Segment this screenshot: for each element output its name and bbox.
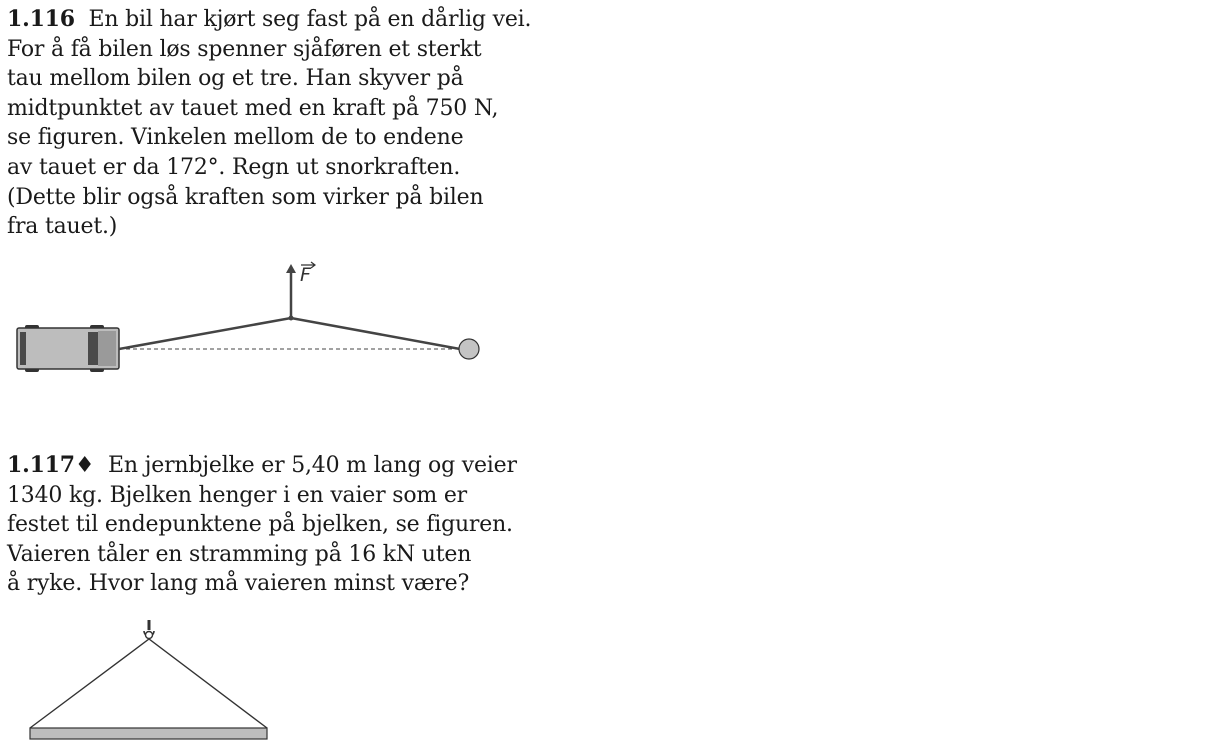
problem-line: midtpunktet av tauet med en kraft på 750 N,: [7, 95, 499, 121]
rope-line: [119, 318, 460, 349]
problem-1117-text: [7, 451, 517, 599]
problem-line: 1340 kg. Bjelken henger i en vaier som er: [7, 482, 467, 508]
problem-line: tau mellom bilen og et tre. Han skyver på: [7, 66, 464, 92]
force-label: F: [300, 264, 311, 286]
problem-number: 1.116: [7, 6, 75, 32]
problem-line: festet til endepunktene på bjelken, se figuren.: [7, 512, 513, 538]
wire-line: [30, 639, 267, 728]
tree-icon: [459, 339, 479, 359]
problem-line: For å få bilen løs spenner sjåføren et sterkt: [7, 36, 482, 62]
problem-line: fra tauet.): [7, 214, 118, 240]
hanging-beam-figure: [20, 615, 280, 745]
problem-1116-text: [7, 5, 532, 242]
problem-line: 1.116 En bil har kjørt seg fast på en dårlig vei.: [7, 6, 532, 32]
car-icon: [17, 325, 119, 372]
problem-line: å ryke. Hvor lang må vaieren minst være?: [7, 571, 470, 597]
problem-line: av tauet er da 172°. Regn ut snorkraften.: [7, 154, 461, 180]
problem-line: 1.117♦ En jernbjelke er 5,40 m lang og veier: [7, 452, 517, 478]
beam-shape: [30, 728, 267, 739]
problem-number: 1.117♦: [7, 452, 95, 478]
problem-line: (Dette blir også kraften som virker på bilen: [7, 184, 484, 210]
hook-icon: [144, 620, 154, 639]
problem-line: se figuren. Vinkelen mellom de to endene: [7, 125, 464, 151]
problem-line: Vaieren tåler en stramming på 16 kN uten: [7, 541, 472, 567]
arrow-head-icon: [286, 264, 296, 273]
car-rope-tree-figure: [10, 255, 490, 380]
